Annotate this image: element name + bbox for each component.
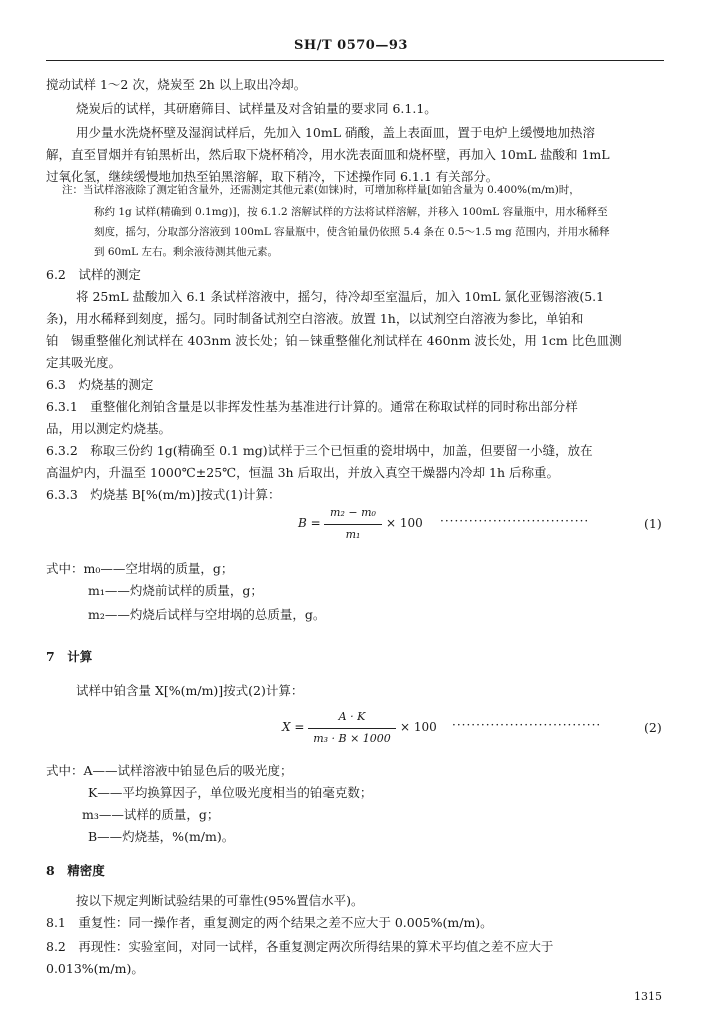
text-line: 将 25mL 盐酸加入 6.1 条试样溶液中，摇匀，待冷却至室温后，加入 10mL 氯化亚锡溶液(5.1 [76, 289, 605, 304]
equation-denominator: m₁ [345, 528, 361, 541]
text-line: 6.3.1 重整催化剂铂含量是以非挥发性基为基准进行计算的。通常在称取试样的同时称出部分样 [46, 399, 578, 414]
text-line: 试样中铂含量 X[%(m/m)]按式(2)计算： [76, 683, 304, 698]
page-header: SH/T 0570—93 [294, 38, 408, 53]
equation-lhs: X = [282, 720, 305, 734]
where-line: B——灼烧基，%(m/m)。 [88, 829, 235, 844]
text-line: 定其吸光度。 [46, 355, 122, 370]
equation-numerator: m₂ − m₀ [330, 506, 376, 519]
text-line: 条)，用水稀释到刻度，摇匀。同时制备试剂空白溶液。放置 1h，以试剂空白溶液为参比，单铂和 [46, 311, 584, 326]
text-line: 高温炉内，升温至 1000℃±25℃，恒温 3h 后取出，并放入真空干燥器内冷却 1h 后称重。 [46, 465, 560, 480]
text-line: 8.2 再现性：实验室间，对同一试样，各重复测定两次所得结果的算术平均值之差不应大于 [46, 939, 554, 954]
section-heading: 6.3 灼烧基的测定 [46, 377, 154, 392]
text-line: 铂 锡重整催化剂试样在 403nm 波长处；铂－铼重整催化剂试样在 460nm 波长处，用 1cm 比色皿测 [46, 333, 622, 348]
section-heading: 7 计算 [46, 649, 93, 664]
equation-number: (2) [644, 720, 662, 735]
text-line: 解，直至冒烟并有铂黑析出，然后取下烧杯稍冷，用水洗表面皿和烧杯壁，再加入 10mL 盐酸和 1mL [46, 147, 610, 162]
section-heading: 8 精密度 [46, 863, 105, 878]
header-rule [46, 60, 664, 61]
text-line: 6.3.2 称取三份约 1g(精确至 0.1 mg)试样于三个已恒重的瓷坩埚中，加盖，但要留一小缝，放在 [46, 443, 593, 458]
equation-lhs: B = [298, 516, 321, 530]
fraction-bar [308, 728, 396, 729]
text-line: 品，用以测定灼烧基。 [46, 421, 172, 436]
text-line: 用少量水洗烧杯壁及湿润试样后，先加入 10mL 硝酸，盖上表面皿，置于电炉上缓慢地加热溶 [76, 125, 596, 140]
note-line: 到 60mL 左右。剩余液待测其他元素。 [94, 246, 278, 258]
text-line: 6.3.3 灼烧基 B[%(m/m)]按式(1)计算： [46, 487, 281, 502]
text-line: 8.1 重复性：同一操作者，重复测定的两个结果之差不应大于 0.005%(m/m)。 [46, 915, 493, 930]
equation-tail: × 100 [386, 516, 423, 530]
equation-tail: × 100 [400, 720, 437, 734]
note-line: 刻度，摇匀，分取部分溶液到 100mL 容量瓶中，使含铂量仍依照 5.4 条在 0.5～1.5 mg 范围内，并用水稀释 [94, 226, 610, 238]
text-line: 搅动试样 1～2 次，烧炭至 2h 以上取出冷却。 [46, 77, 307, 92]
fraction-bar [324, 524, 382, 525]
note-line: 注：当试样溶液除了测定铂含量外，还需测定其他元素(如铼)时，可增加称样量[如铂含量为 0.400%(m/m)时， [62, 184, 580, 196]
text-line: 过氧化氢，继续缓慢地加热至铂黑溶解，取下稍冷，下述操作同 6.1.1 有关部分。 [46, 169, 499, 184]
text-line: 0.013%(m/m)。 [46, 961, 144, 976]
equation-number: (1) [644, 516, 662, 531]
equation-numerator: A · K [338, 710, 366, 723]
note-line: 称约 1g 试样(精确到 0.1mg)]，按 6.1.2 溶解试样的方法将试样溶解，并移入 100mL 容量瓶中，用水稀释至 [94, 206, 608, 218]
leader-dots: ······························· [452, 718, 602, 732]
where-line: 式中：A——试样溶液中铂显色后的吸光度； [46, 763, 293, 778]
section-heading: 6.2 试样的测定 [46, 267, 141, 282]
where-line: 式中：m₀——空坩埚的质量，g； [46, 561, 234, 576]
page-number: 1315 [634, 990, 662, 1003]
text-line: 烧炭后的试样，其研磨筛目、试样量及对含铂量的要求同 6.1.1。 [76, 101, 437, 116]
equation-denominator: m₃ · B × 1000 [313, 732, 391, 745]
leader-dots: ······························· [440, 514, 590, 528]
where-line: K——平均换算因子，单位吸光度相当的铂毫克数； [88, 785, 373, 800]
where-line: m₃——试样的质量，g； [82, 807, 220, 822]
where-line: m₂——灼烧后试样与空坩埚的总质量，g。 [88, 607, 326, 622]
text-line: 按以下规定判断试验结果的可靠性(95%置信水平)。 [76, 893, 364, 908]
where-line: m₁——灼烧前试样的质量，g； [88, 583, 263, 598]
